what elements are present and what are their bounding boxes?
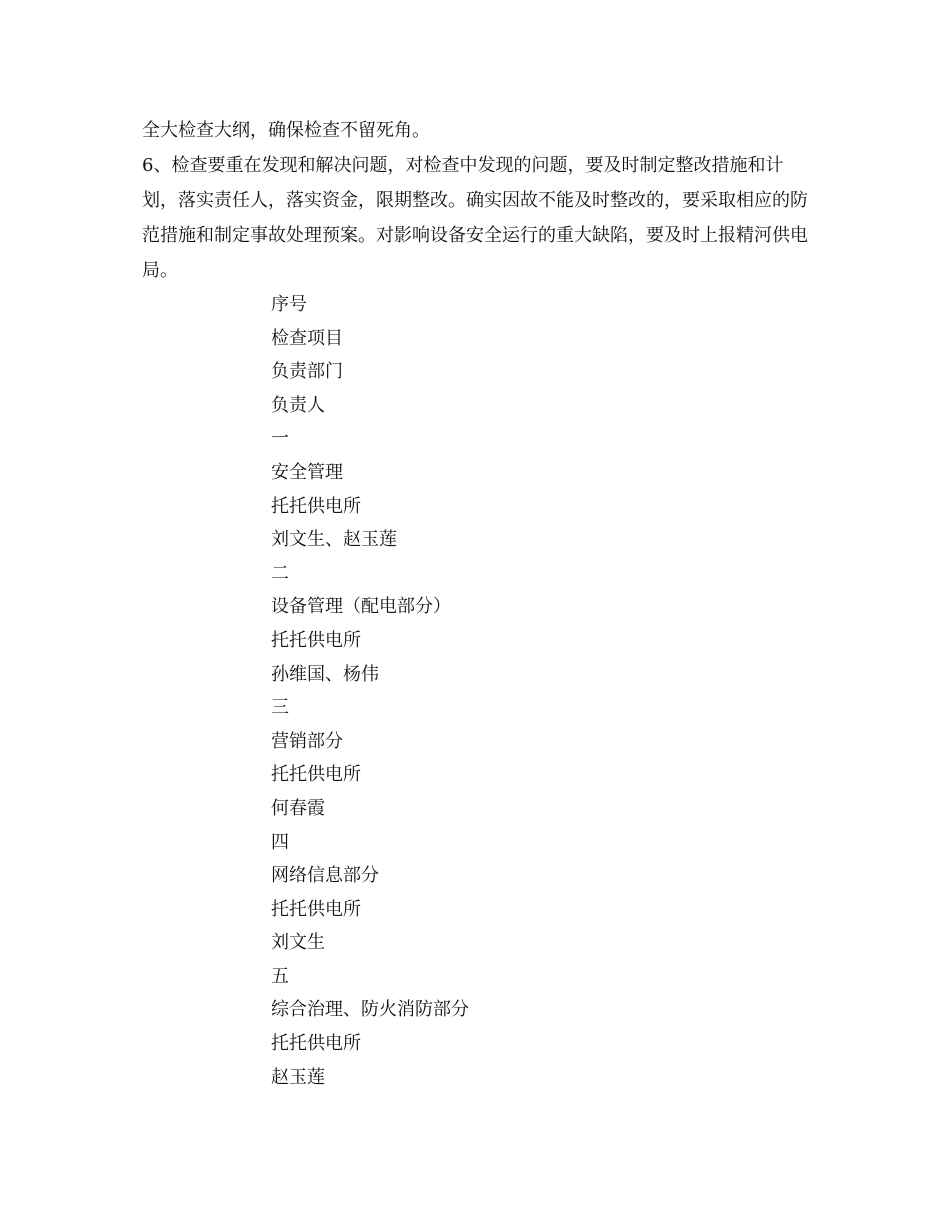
table-cell-department: 托托供电所 (271, 495, 361, 517)
table-cell-item: 设备管理（配电部分） (271, 596, 451, 618)
table-cell-number: 五 (271, 965, 289, 987)
table-cell-department: 托托供电所 (271, 1033, 361, 1055)
table-cell-number: 四 (271, 831, 289, 853)
paragraph-continuation: 全大检查大纲，确保检查不留死角。 (142, 120, 430, 141)
table-cell-person: 刘文生 (271, 932, 325, 954)
table-header-cell: 序号 (271, 294, 307, 315)
table-cell-item: 安全管理 (271, 461, 343, 483)
table-cell-item: 营销部分 (271, 730, 343, 752)
table-cell-item: 综合治理、防火消防部分 (271, 999, 469, 1021)
table-cell-number: 一 (271, 428, 289, 450)
table-cell-number: 二 (271, 562, 289, 584)
inspection-table (271, 288, 469, 1094)
table-cell-item: 网络信息部分 (271, 865, 379, 887)
table-cell-department: 托托供电所 (271, 898, 361, 920)
table-cell-person: 何春霞 (271, 797, 325, 819)
table-header-cell: 负责部门 (271, 361, 343, 383)
table-cell-person: 孙维国、杨伟 (271, 663, 379, 685)
paragraph-item-6: 6、检查要重在发现和解决问题，对检查中发现的问题，要及时制定整改措施和计划，落实责任人，落实资金，限期整改。确实因故不能及时整改的，要采取相应的防范措施和制定事故处理预案。对影响设备安全运行的重大缺陷，要及时上报精河供电局。 (142, 155, 808, 281)
table-cell-person: 刘文生、赵玉莲 (271, 529, 397, 551)
table-cell-department: 托托供电所 (271, 764, 361, 786)
table-cell-person: 赵玉莲 (271, 1066, 325, 1088)
table-header-cell: 负责人 (271, 394, 325, 416)
table-cell-number: 三 (271, 697, 289, 719)
table-cell-department: 托托供电所 (271, 629, 361, 651)
table-header-cell: 检查项目 (271, 327, 343, 349)
